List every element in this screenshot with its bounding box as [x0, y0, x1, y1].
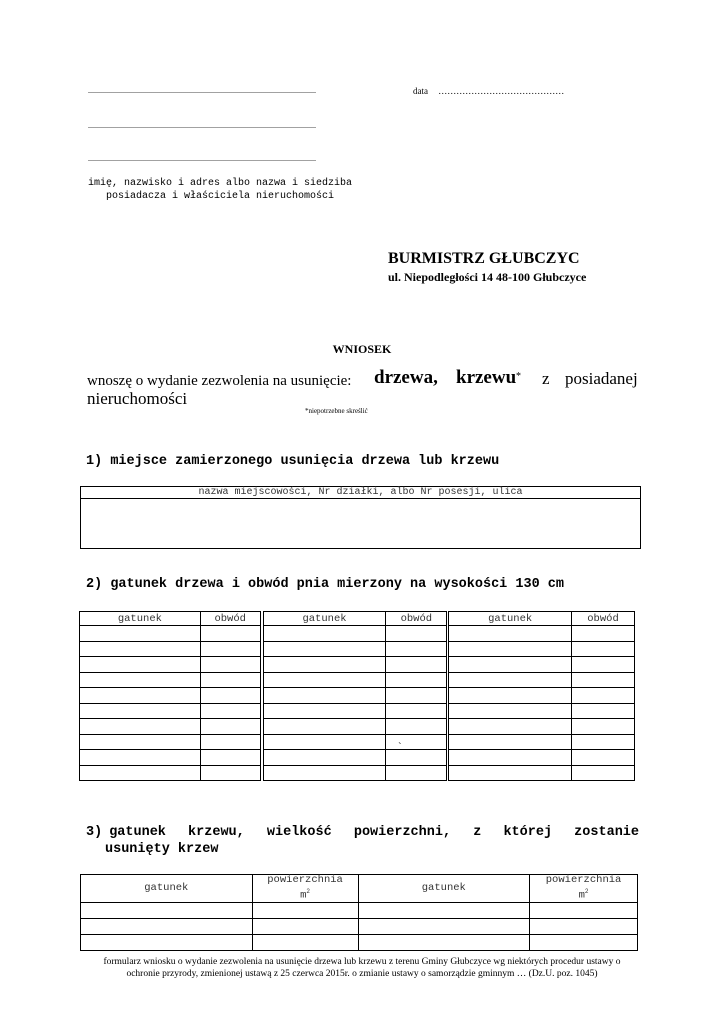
section2-heading: [86, 577, 564, 592]
trees-col-species-2: gatunek: [263, 612, 386, 626]
shrub-area-cell[interactable]: [252, 918, 358, 934]
tree-species-cell[interactable]: [449, 626, 572, 642]
tree-species-cell[interactable]: [263, 750, 386, 766]
tree-girth-cell[interactable]: [386, 672, 447, 688]
recipient-address: ul. Niepodległości 14 48-100 Głubczyce: [388, 270, 587, 284]
section1-title: miejsce zamierzonego usunięcia drzewa lub krzewu: [110, 454, 500, 469]
trees-table-row: [80, 672, 635, 688]
tree-species-cell[interactable]: [449, 703, 572, 719]
trees-table-row: [80, 657, 635, 673]
tree-girth-cell[interactable]: [200, 688, 260, 704]
stray-mark: `: [398, 741, 402, 753]
tree-girth-cell[interactable]: [386, 750, 447, 766]
date-dots[interactable]: ……………………………………: [438, 86, 565, 96]
date-field[interactable]: [413, 86, 564, 96]
tree-species-cell[interactable]: [263, 734, 386, 750]
tree-girth-cell[interactable]: [386, 734, 447, 750]
tree-species-cell[interactable]: [80, 750, 201, 766]
shrub-species-cell[interactable]: [358, 918, 530, 934]
tree-species-cell[interactable]: [449, 750, 572, 766]
section1-heading: [86, 454, 499, 469]
tree-species-cell[interactable]: [80, 719, 201, 735]
applicant-caption: [70, 177, 370, 203]
tree-girth-cell[interactable]: [200, 672, 260, 688]
tree-girth-cell[interactable]: [572, 703, 635, 719]
tree-species-cell[interactable]: [449, 765, 572, 781]
applicant-caption-line1: imię, nazwisko i adres albo nazwa i siedziba: [87, 178, 353, 189]
intro-option-trees: drzewa,: [374, 367, 438, 388]
tree-species-cell[interactable]: [263, 626, 386, 642]
tree-girth-cell[interactable]: [200, 657, 260, 673]
tree-girth-cell[interactable]: [200, 703, 260, 719]
footer-note: [60, 956, 664, 980]
shrubs-col-area-unit-sup: 2: [306, 888, 310, 895]
tree-girth-cell[interactable]: [572, 765, 635, 781]
tree-girth-cell[interactable]: [572, 626, 635, 642]
trees-table: [79, 611, 635, 781]
tree-girth-cell[interactable]: [200, 765, 260, 781]
intro-z: z: [542, 369, 550, 388]
trees-col-species-1: gatunek: [80, 612, 201, 626]
section3-title-line2: usunięty krzew: [105, 842, 219, 857]
tree-species-cell[interactable]: [80, 734, 201, 750]
trees-table-row: [80, 641, 635, 657]
shrubs-table-row: [81, 918, 638, 934]
trees-table-row: [80, 626, 635, 642]
shrubs-table-row: [81, 934, 638, 950]
section3-number: 3): [86, 825, 103, 840]
shrubs-table: [80, 874, 638, 951]
trees-table-row: [80, 703, 635, 719]
shrubs-col-species-1: gatunek: [81, 875, 253, 903]
shrub-species-cell[interactable]: [81, 902, 253, 918]
shrubs-col-area-label: powierzchnia: [267, 874, 343, 886]
tree-girth-cell[interactable]: [386, 657, 447, 673]
tree-girth-cell[interactable]: [200, 626, 260, 642]
tree-species-cell[interactable]: [80, 688, 201, 704]
intro-start: wnoszę o wydanie zezwolenia na usunięcie:: [87, 373, 352, 389]
intro-end-line2: nieruchomości: [87, 389, 188, 408]
tree-species-cell[interactable]: [80, 703, 201, 719]
tree-girth-cell[interactable]: [386, 765, 447, 781]
tree-species-cell[interactable]: [449, 688, 572, 704]
tree-species-cell[interactable]: [449, 719, 572, 735]
shrub-area-cell[interactable]: [252, 934, 358, 950]
tree-species-cell[interactable]: [263, 719, 386, 735]
shrub-species-cell[interactable]: [81, 918, 253, 934]
tree-species-cell[interactable]: [80, 626, 201, 642]
tree-species-cell[interactable]: [263, 672, 386, 688]
tree-girth-cell[interactable]: [572, 719, 635, 735]
tree-girth-cell[interactable]: [200, 750, 260, 766]
trees-col-species-3: gatunek: [449, 612, 572, 626]
trees-col-girth-3: obwód: [572, 612, 635, 626]
shrubs-col-species-2: gatunek: [358, 875, 530, 903]
tree-species-cell[interactable]: [80, 641, 201, 657]
trees-table-row: [80, 765, 635, 781]
tree-girth-cell[interactable]: [572, 641, 635, 657]
tree-girth-cell[interactable]: [200, 734, 260, 750]
tree-girth-cell[interactable]: [386, 688, 447, 704]
shrubs-col-area-1: [252, 875, 358, 903]
tree-species-cell[interactable]: [449, 641, 572, 657]
trees-col-girth-2: obwód: [386, 612, 447, 626]
tree-girth-cell[interactable]: [200, 719, 260, 735]
trees-table-row: [80, 719, 635, 735]
section2-title: gatunek drzewa i obwód pnia mierzony na wysokości 130 cm: [110, 577, 564, 592]
location-table: [80, 486, 641, 549]
footer-line2: ochronie przyrody, zmienionej ustawą z 25 czerwca 2015r. o zmianie ustawy o samorządzie gminnym … (Dz.U. poz. 1045): [126, 969, 598, 979]
applicant-line-2[interactable]: ..................................................................................................................: [88, 121, 316, 130]
tree-species-cell[interactable]: [80, 657, 201, 673]
shrub-species-cell[interactable]: [358, 934, 530, 950]
tree-species-cell[interactable]: [263, 641, 386, 657]
footnote: *niepotrzebne skreślić: [305, 407, 368, 415]
applicant-line-3[interactable]: ..................................................................................................................: [88, 154, 316, 163]
shrub-area-cell[interactable]: [530, 902, 638, 918]
tree-species-cell[interactable]: [449, 672, 572, 688]
tree-girth-cell[interactable]: [386, 719, 447, 735]
intro-end: posiadanej: [565, 369, 638, 388]
shrub-area-cell[interactable]: [252, 902, 358, 918]
tree-girth-cell[interactable]: [572, 734, 635, 750]
tree-girth-cell[interactable]: [386, 641, 447, 657]
tree-girth-cell[interactable]: [200, 641, 260, 657]
trees-table-row: [80, 750, 635, 766]
tree-species-cell[interactable]: [449, 657, 572, 673]
tree-girth-cell[interactable]: [572, 672, 635, 688]
shrubs-col-area-unit: m: [300, 889, 307, 902]
shrubs-col-area-label: powierzchnia: [545, 874, 622, 886]
tree-girth-cell[interactable]: [386, 626, 447, 642]
applicant-caption-line2: posiadacza i właściciela nieruchomości: [105, 191, 335, 202]
section3-title-line1: gatunek krzewu, wielkość powierzchni, z której zostanie: [109, 825, 639, 840]
tree-species-cell[interactable]: [449, 734, 572, 750]
tree-species-cell[interactable]: [263, 657, 386, 673]
form-title: WNIOSEK: [332, 342, 392, 356]
tree-girth-cell[interactable]: [572, 688, 635, 704]
applicant-line-1[interactable]: ..................................................................................................................: [88, 86, 316, 95]
shrub-area-cell[interactable]: [530, 934, 638, 950]
tree-girth-cell[interactable]: [386, 703, 447, 719]
intro-star: *: [516, 371, 521, 382]
shrubs-table-row: [81, 902, 638, 918]
shrub-species-cell[interactable]: [81, 934, 253, 950]
intro-option-shrubs: krzewu: [456, 367, 517, 388]
tree-species-cell[interactable]: [263, 703, 386, 719]
tree-girth-cell[interactable]: [572, 750, 635, 766]
tree-species-cell[interactable]: [80, 765, 201, 781]
shrub-species-cell[interactable]: [358, 902, 530, 918]
recipient-title: BURMISTRZ GŁUBCZYC: [388, 250, 580, 267]
section2-number: 2): [86, 577, 103, 592]
tree-girth-cell[interactable]: [572, 657, 635, 673]
shrubs-col-area-unit: m: [578, 889, 585, 902]
section1-number: 1): [86, 454, 103, 469]
shrubs-col-area-2: [530, 875, 638, 903]
shrub-area-cell[interactable]: [530, 918, 638, 934]
location-input-cell[interactable]: [81, 499, 641, 549]
trees-col-girth-1: obwód: [200, 612, 260, 626]
trees-table-row: [80, 688, 635, 704]
footer-line1: formularz wniosku o wydanie zezwolenia na usunięcie drzewa lub krzewu z terenu Gminy Głubczyce wg niektórych procedur ustawy o: [103, 957, 621, 967]
shrubs-col-area-unit-sup: 2: [584, 888, 589, 895]
location-table-header: nazwa miejscowości, Nr działki, albo Nr posesji, ulica: [81, 487, 641, 499]
tree-species-cell[interactable]: [80, 672, 201, 688]
tree-species-cell[interactable]: [263, 765, 386, 781]
trees-table-row: [80, 734, 635, 750]
tree-species-cell[interactable]: [263, 688, 386, 704]
section3-heading: [86, 825, 639, 857]
date-label: data: [413, 86, 428, 96]
